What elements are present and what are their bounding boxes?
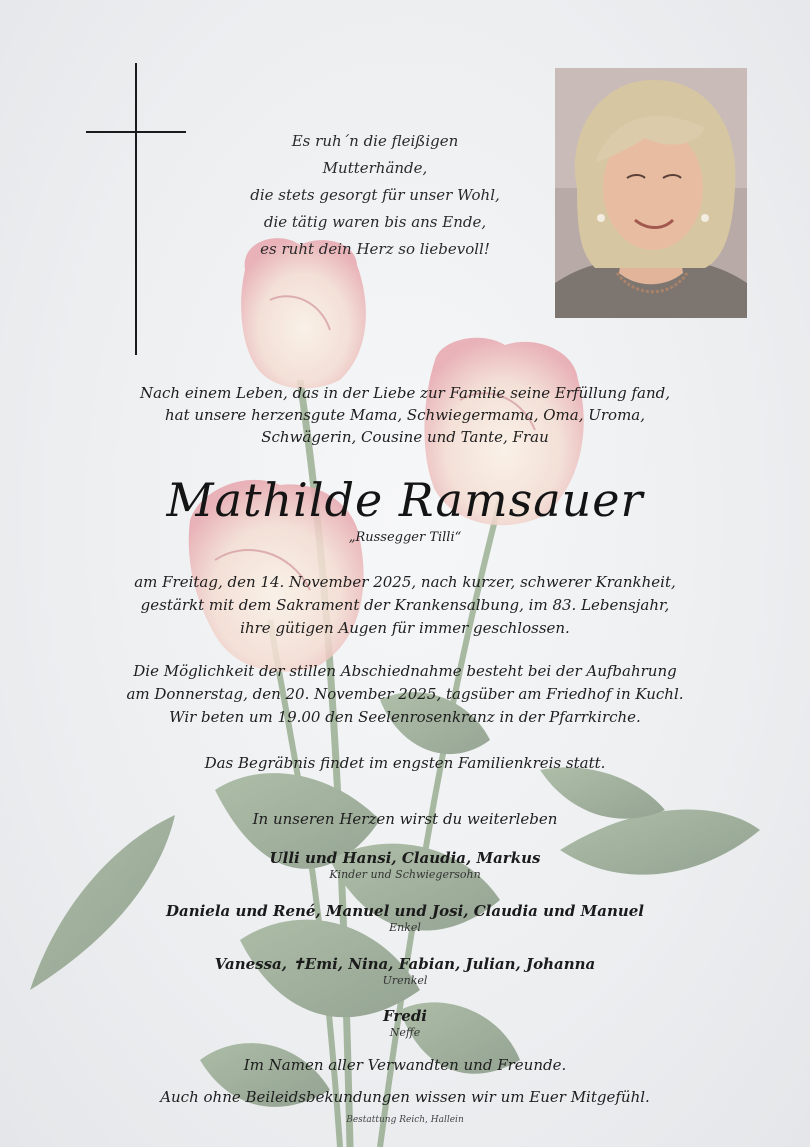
family-relation: Neffe [389,1026,421,1039]
family-names: Vanessa, ✝Emi, Nina, Fabian, Julian, Johanna [214,955,596,973]
family-group [120,1006,690,1040]
intro-line: hat unsere herzensgute Mama, Schwiegermama, Oma, Uroma, [164,406,646,424]
family-relation: Kinder und Schwiegersohn [329,868,481,881]
portrait-photo [555,68,747,318]
closing-line-2: Auch ohne Beileidsbekundungen wissen wir um Euer Mitgefühl. [160,1088,650,1106]
death-info-line: am Freitag, den 14. November 2025, nach kurzer, schwerer Krankheit, [134,573,676,591]
death-info-line: gestärkt mit dem Sakrament der Krankensalbung, im 83. Lebensjahr, [140,596,670,614]
poem [250,128,500,263]
viewing-line: am Donnerstag, den 20. November 2025, tagsüber am Friedhof in Kuchl. [126,685,684,703]
cross-icon [86,63,186,355]
family-relation: Enkel [389,921,421,934]
death-info-line: ihre gütigen Augen für immer geschlossen. [240,619,570,637]
burial-info: Das Begräbnis findet im engsten Familienkreis statt. [204,754,606,772]
poem-line: es ruht dein Herz so liebevoll! [260,240,490,258]
viewing-line: Die Möglichkeit der stillen Abschiednahme besteht bei der Aufbahrung [133,662,677,680]
intro-text [120,382,690,448]
poem-line: Es ruh´n die fleißigen Mutterhände, [291,132,459,177]
deceased-nickname: „Russegger Tilli“ [348,530,462,545]
family-relation: Urenkel [382,974,428,987]
family-names: Fredi [382,1007,428,1025]
intro-line: Nach einem Leben, das in der Liebe zur Familie seine Erfüllung fand, [139,384,671,402]
viewing-info [110,660,700,729]
deceased-name: Mathilde Ramsauer [166,473,644,527]
family-group [120,954,690,988]
poem-line: die stets gesorgt für unser Wohl, [250,186,500,204]
viewing-line: Wir beten um 19.00 den Seelenrosenkranz in der Pfarrkirche. [169,708,641,726]
family-names: Daniela und René, Manuel und Josi, Claudia und Manuel [165,902,645,920]
intro-line: Schwägerin, Cousine und Tante, Frau [261,428,549,446]
family-names: Ulli und Hansi, Claudia, Markus [269,849,541,867]
undertaker-credit: Bestattung Reich, Hallein [346,1115,464,1125]
family-group [120,848,690,882]
closing-line-1: Im Namen aller Verwandten und Freunde. [243,1056,567,1074]
poem-line: die tätig waren bis ans Ende, [263,213,487,231]
remembrance-line: In unseren Herzen wirst du weiterleben [252,810,558,828]
death-info [110,571,700,640]
family-group [120,901,690,935]
